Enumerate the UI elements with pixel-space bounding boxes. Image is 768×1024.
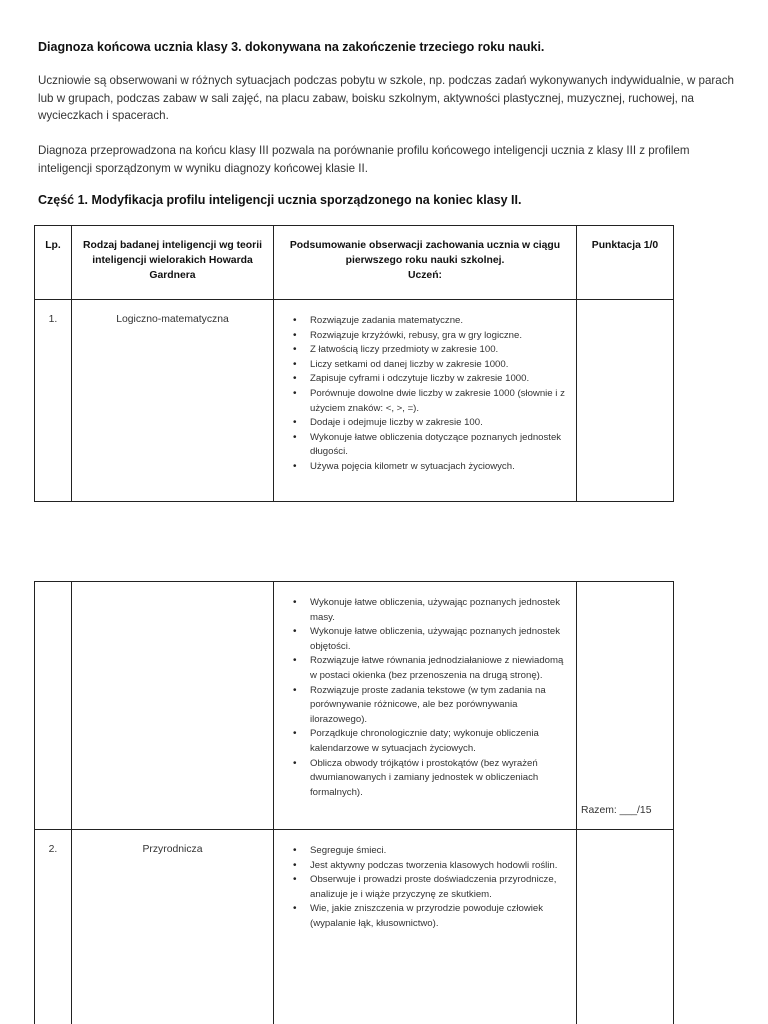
list-item: • Segreguje śmieci.: [274, 844, 570, 859]
header-summary-student: Uczeń:: [407, 270, 443, 281]
list-item: • Wykonuje łatwe obliczenia, używając poznanych jednostek objętości.: [274, 625, 570, 654]
list-item: • Używa pojęcia kilometr w sytuacjach życiowych.: [274, 460, 570, 475]
list-item: • Dodaje i odejmuje liczby w zakresie 100.: [274, 416, 570, 431]
observation-list: [274, 314, 570, 475]
list-item: • Rozwiązuje krzyżówki, rebusy, gra w gry logiczne.: [274, 329, 570, 344]
header-summary: [274, 226, 577, 300]
header-points: Punktacja 1/0: [577, 226, 674, 300]
table-row: [35, 300, 674, 502]
intelligence-name: Przyrodnicza: [72, 830, 274, 1024]
header-intelligence-type: Rodzaj badanej inteligencji wg teorii inteligencji wielorakich Howarda Gardnera: [72, 226, 274, 300]
total-score: Razem: ___/15: [581, 805, 652, 816]
section-title: Część 1. Modyfikacja profilu inteligencji ucznia sporządzonego na koniec klasy II.: [38, 193, 522, 207]
intelligence-table-continued: [34, 581, 674, 1024]
list-item: • Wykonuje łatwe obliczenia, używając poznanych jednostek masy.: [274, 596, 570, 625]
observation-list: [274, 596, 570, 800]
list-item: • Zapisuje cyframi i odczytuje liczby w zakresie 1000.: [274, 372, 570, 387]
list-item: • Porównuje dowolne dwie liczby w zakresie 1000 (słownie i z użyciem znaków: <, >, =).: [274, 387, 570, 416]
list-item: • Obserwuje i prowadzi proste doświadczenia przyrodnicze, analizuje je i wiąże przyczynę ze skutkiem.: [274, 873, 570, 902]
intelligence-name: Logiczno-matematyczna: [72, 300, 274, 502]
intro-paragraph: Uczniowie są obserwowani w różnych sytuacjach podczas pobytu w szkole, np. podczas zadań wykonywanych indywidualnie, w parach lub w grupach, podczas zabaw w sali zajęć, na placu zabaw, boisku szkolnym, aktywności plastycznej, muzycznej, ruchowej, na wycieczkach i spacerach.: [38, 74, 734, 122]
observation-cell: [274, 300, 577, 502]
purpose-paragraph: Diagnoza przeprowadzona na końcu klasy III pozwala na porównanie profilu końcowego inteligencji ucznia z klasy III z profilem inteligencji sporządzonym w wyniku diagnozy końcowej klasie II.: [38, 144, 690, 175]
table-row: [35, 582, 674, 830]
observation-cell: [274, 582, 577, 830]
list-item: • Rozwiązuje łatwe równania jednodziałaniowe z niewiadomą w postaci okienka (bez przenoszenia na drugą stronę).: [274, 654, 570, 683]
list-item: • Porządkuje chronologicznie daty; wykonuje obliczenia kalendarzowe w sytuacjach życiowych.: [274, 727, 570, 756]
header-lp: Lp.: [35, 226, 72, 300]
row-number: 2.: [35, 830, 72, 1024]
row-number: [35, 582, 72, 830]
list-item: • Liczy setkami od danej liczby w zakresie 1000.: [274, 358, 570, 373]
row-number: 1.: [35, 300, 72, 502]
points-cell[interactable]: [577, 582, 674, 830]
table-row: [35, 830, 674, 1024]
intelligence-table: [34, 225, 674, 502]
list-item: • Rozwiązuje zadania matematyczne.: [274, 314, 570, 329]
points-cell[interactable]: [577, 300, 674, 502]
list-item: • Oblicza obwody trójkątów i prostokątów (bez wyrażeń dwumianowanych i zamiany jednostek w obliczeniach formalnych).: [274, 757, 570, 801]
table-header-row: [35, 226, 674, 300]
list-item: • Wie, jakie zniszczenia w przyrodzie powoduje człowiek (wypalanie łąk, kłusownictwo).: [274, 902, 570, 931]
observation-list: [274, 844, 570, 932]
points-cell[interactable]: [577, 830, 674, 1024]
intelligence-name: [72, 582, 274, 830]
observation-cell: [274, 830, 577, 1024]
header-summary-text: Podsumowanie obserwacji zachowania ucznia w ciągu pierwszego roku nauki szkolnej.: [289, 240, 561, 266]
document-title: Diagnoza końcowa ucznia klasy 3. dokonywana na zakończenie trzeciego roku nauki.: [38, 40, 545, 54]
list-item: • Rozwiązuje proste zadania tekstowe (w tym zadania na porównywanie różnicowe, ale bez porównywania ilorazowego).: [274, 684, 570, 728]
list-item: • Jest aktywny podczas tworzenia klasowych hodowli roślin.: [274, 859, 570, 874]
list-item: • Z łatwością liczy przedmioty w zakresie 100.: [274, 343, 570, 358]
list-item: • Wykonuje łatwe obliczenia dotyczące poznanych jednostek długości.: [274, 431, 570, 460]
